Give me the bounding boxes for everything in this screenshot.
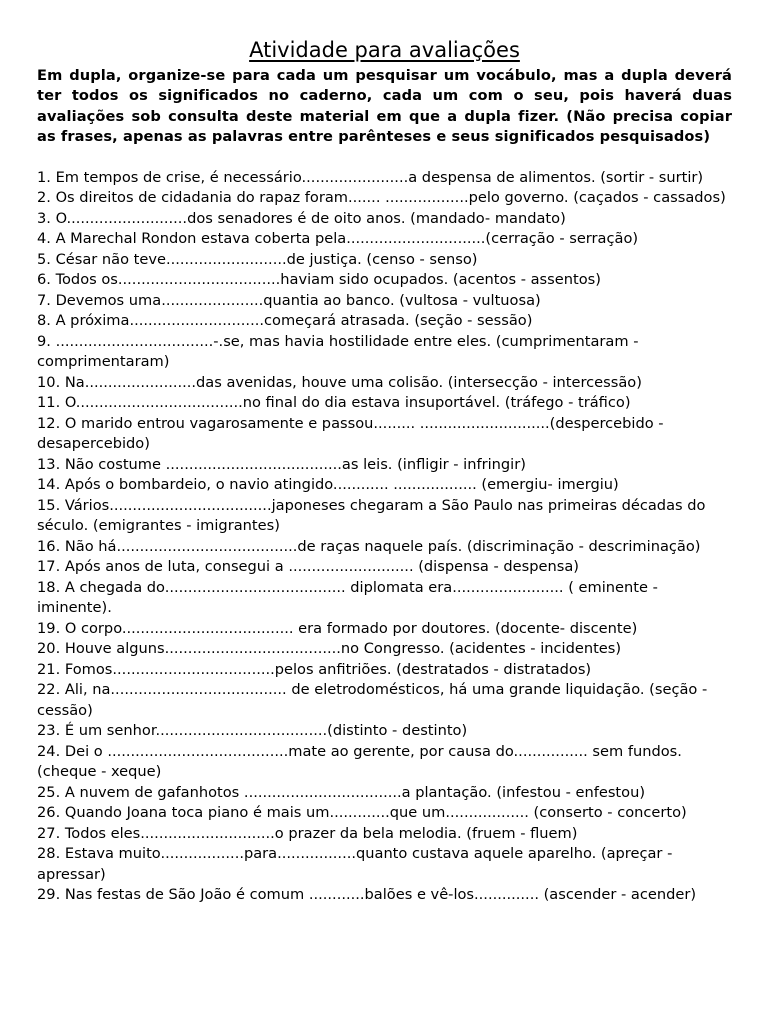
exercise-item: 23. É um senhor.....................................(distinto - destinto): [37, 722, 468, 740]
document-page: [37, 36, 732, 906]
exercise-item: 27. Todos eles.............................o prazer da bela melodia. (fruem - fluem): [37, 824, 578, 842]
exercise-list: [37, 168, 732, 906]
exercise-item: 18. A chegada do....................................... diplomata era........................ ( eminente - iminente).: [37, 578, 658, 617]
exercise-item: 5. César não teve..........................de justiça. (censo - senso): [37, 250, 478, 268]
exercise-item: 10. Na........................das avenidas, houve uma colisão. (intersecção - intercessão): [37, 373, 642, 391]
exercise-item: 26. Quando Joana toca piano é mais um.............que um.................. (conserto - concerto): [37, 804, 687, 822]
exercise-item: 29. Nas festas de São João é comum ............balões e vê-los.............. (ascender - acender): [37, 886, 697, 904]
exercise-item: 11. O....................................no final do dia estava insuportável. (tráfego - tráfico): [37, 394, 631, 412]
exercise-item: 1. Em tempos de crise, é necessário.......................a despensa de alimentos. (sortir - surtir): [37, 168, 704, 186]
exercise-item: 14. Após o bombardeio, o navio atingido............ .................. (emergiu- imergiu): [37, 476, 619, 494]
exercise-item: 7. Devemos uma......................quantia ao banco. (vultosa - vultuosa): [37, 291, 541, 309]
exercise-item: 9. ..................................-.se, mas havia hostilidade entre eles. (cumprimentaram - comprimentaram): [37, 332, 639, 371]
exercise-item: 15. Vários...................................japoneses chegaram a São Paulo nas primeiras décadas do século. (emigrantes - imigrantes): [37, 496, 706, 535]
exercise-item: 12. O marido entrou vagarosamente e passou......... ............................(despercebido - desapercebido): [37, 414, 664, 453]
exercise-item: 28. Estava muito..................para.................quanto custava aquele aparelho. (apreçar - apressar): [37, 845, 673, 883]
exercise-item: 8. A próxima.............................começará atrasada. (seção - sessão): [37, 312, 533, 330]
page-title: Atividade para avaliações: [249, 38, 520, 62]
exercise-item: 16. Não há.......................................de raças naquele país. (discriminação - descriminação): [37, 537, 701, 555]
exercise-item: 20. Houve alguns......................................no Congresso. (acidentes - incidentes): [37, 640, 622, 658]
exercise-item: 21. Fomos...................................pelos anfitriões. (destratados - distratados): [37, 660, 592, 678]
exercise-item: 19. O corpo..................................... era formado por doutores. (docente- discente): [37, 619, 638, 637]
exercise-item: 4. A Marechal Rondon estava coberta pela..............................(cerração - serração): [37, 230, 639, 248]
exercise-item: 22. Ali, na...................................... de eletrodomésticos, há uma grande liquidação. (seção - cessão): [37, 681, 708, 719]
exercise-item: 13. Não costume ......................................as leis. (infligir - infringir): [37, 455, 526, 473]
exercise-item: 6. Todos os...................................haviam sido ocupados. (acentos - assentos): [37, 271, 601, 289]
exercise-item: 17. Após anos de luta, consegui a ........................... (dispensa - despensa): [37, 558, 579, 576]
exercise-item: 2. Os direitos de cidadania do rapaz foram....... ..................pelo governo. (caçados - cassados): [37, 189, 726, 207]
exercise-item: 25. A nuvem de gafanhotos ..................................a plantação. (infestou - enfestou): [37, 783, 646, 801]
instructions-paragraph: Em dupla, organize-se para cada um pesquisar um vocábulo, mas a dupla deverá ter todos os significados no caderno, cada um com o seu, pois haverá duas avaliações sob consulta deste material em que a dupla fizer. (Não precisa copiar as frases, apenas as palavras entre parênteses e seus significados pesquisados): [37, 67, 732, 146]
exercise-item: 3. O..........................dos senadores é de oito anos. (mandado- mandato): [37, 209, 566, 227]
exercise-item: 24. Dei o .......................................mate ao gerente, por causa do................ sem fundos. (cheque - xeque): [37, 742, 682, 781]
